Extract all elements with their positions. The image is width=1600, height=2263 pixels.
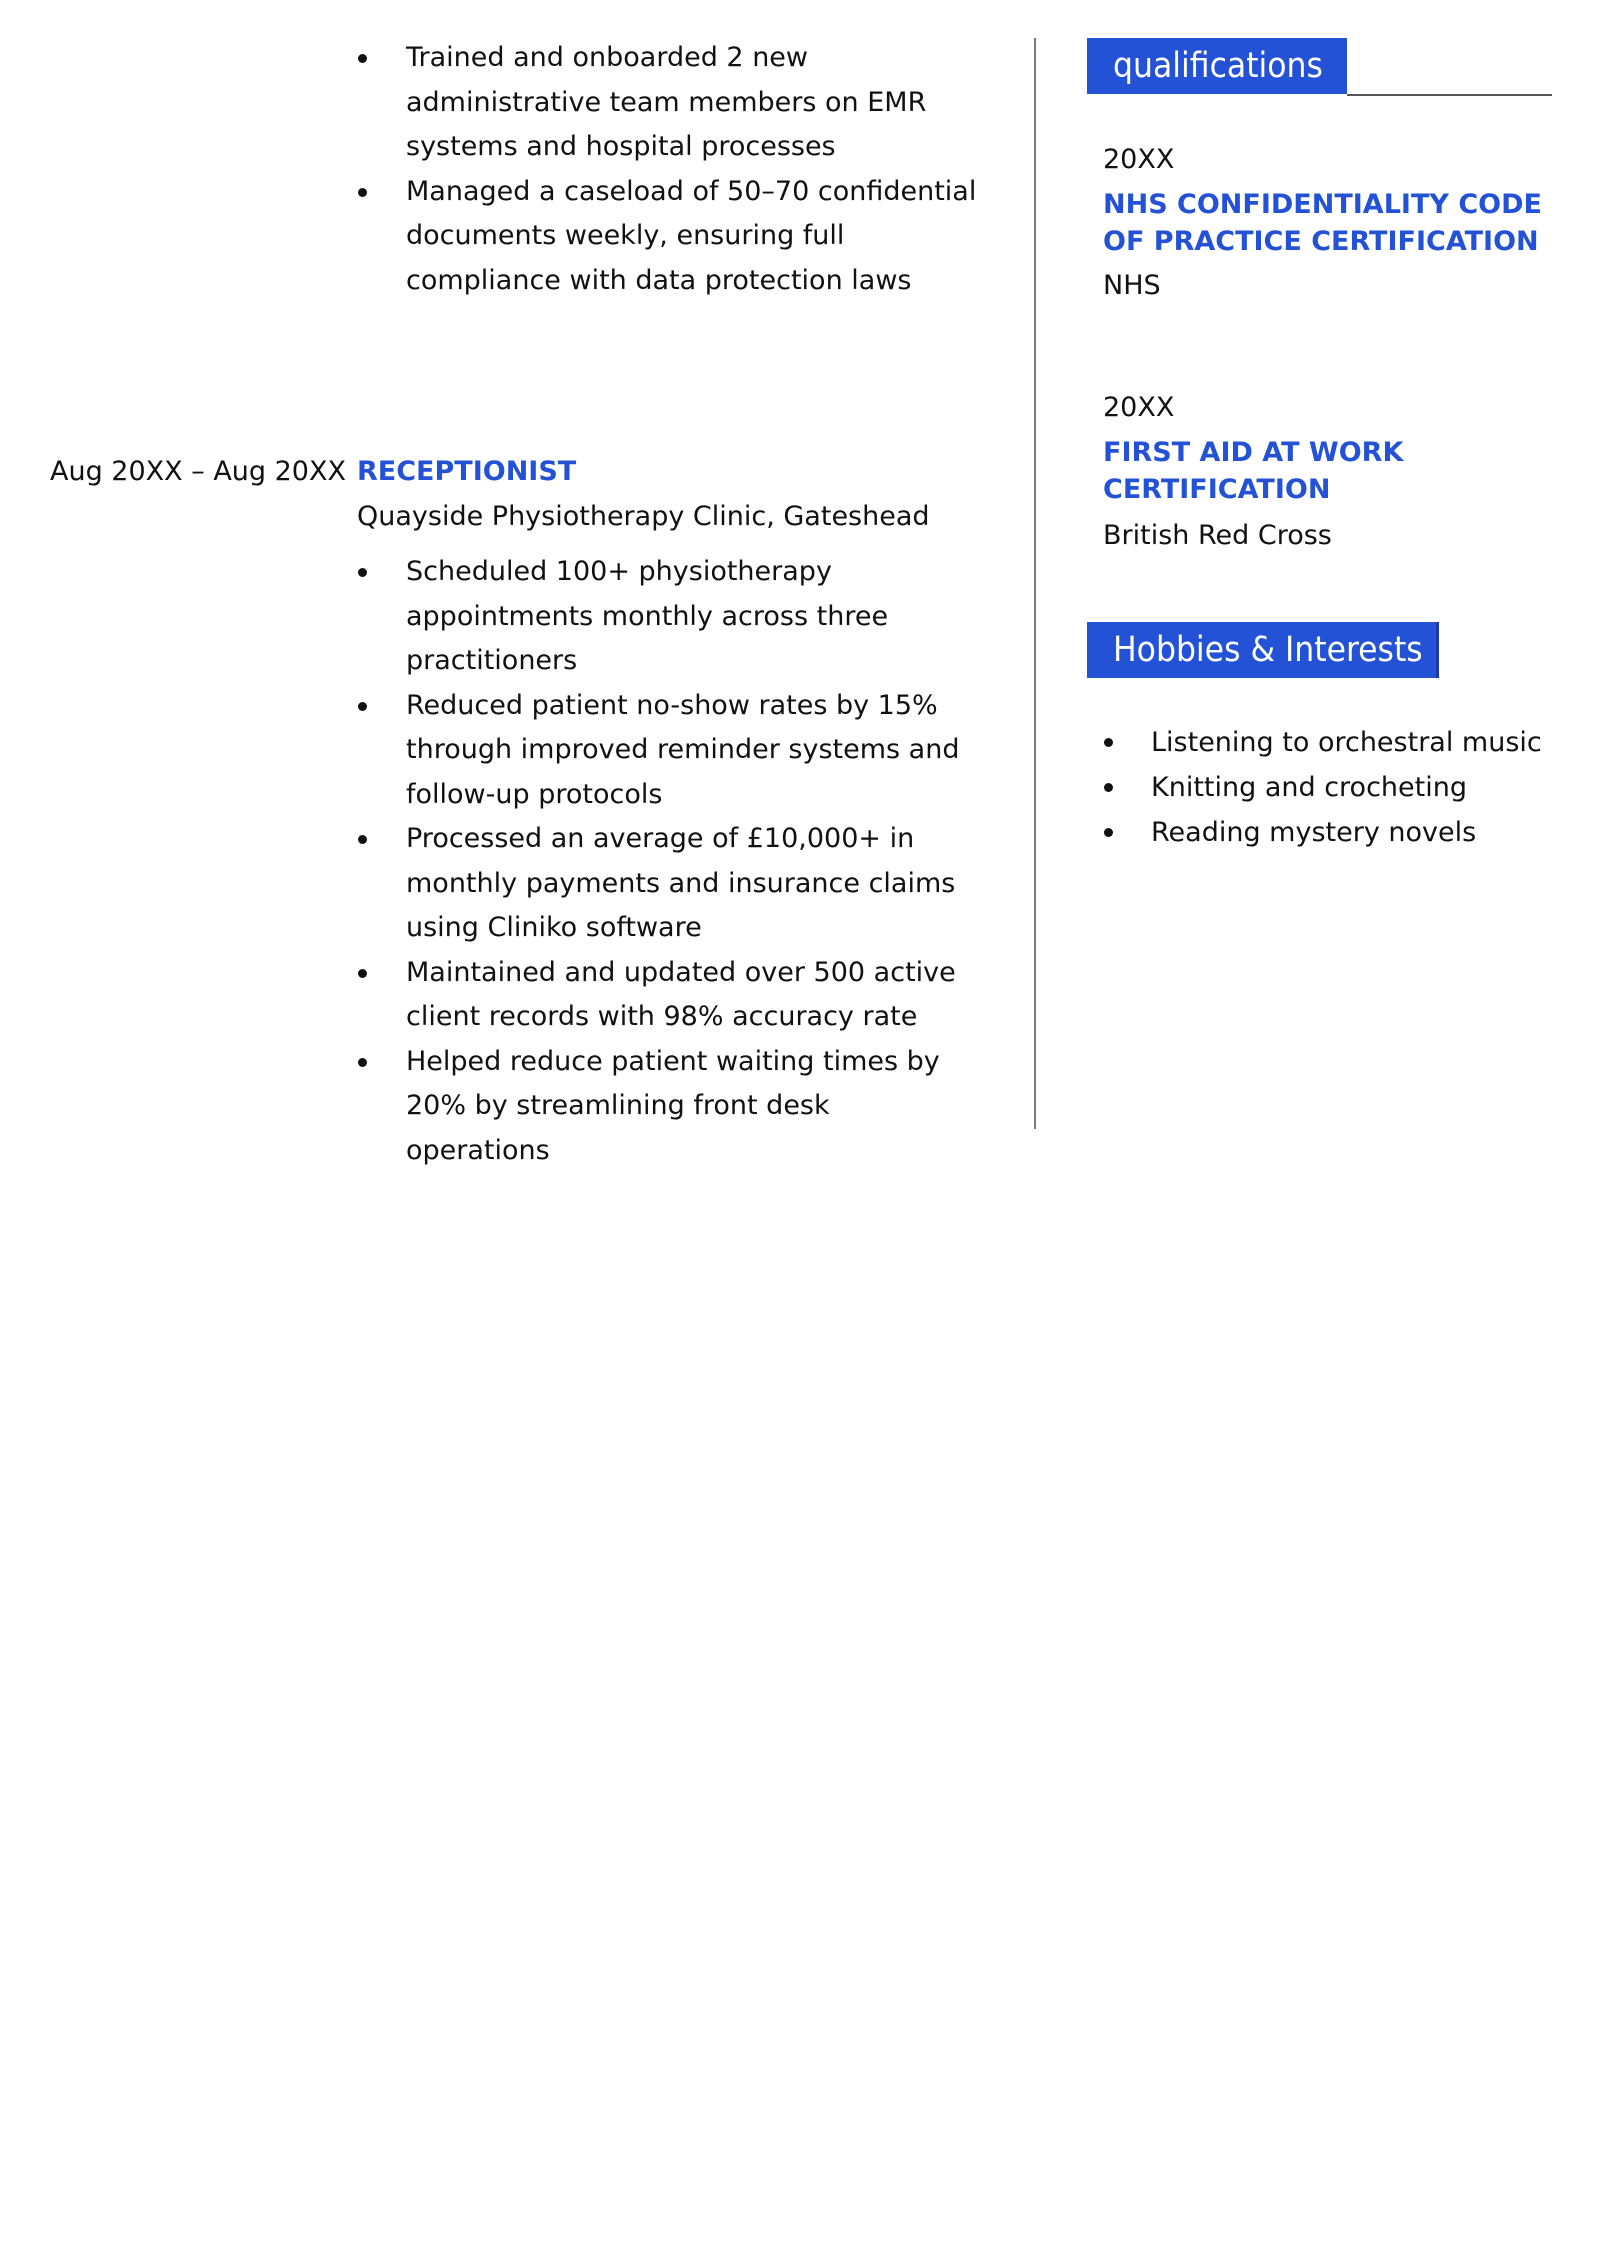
- hobby-item: Knitting and crocheting: [1103, 765, 1583, 810]
- column-divider: [1034, 38, 1036, 1129]
- qualification-org: NHS: [1103, 270, 1161, 301]
- bullet-item: Trained and onboarded 2 new administrative team members on EMR systems and hospital processes: [357, 36, 977, 170]
- bullet-item: Maintained and updated over 500 active client records with 98% accuracy rate: [357, 951, 977, 1040]
- bullet-item: Reduced patient no-show rates by 15% through improved reminder systems and follow-up protocols: [357, 684, 977, 818]
- qualification-title: FIRST AID AT WORK CERTIFICATION: [1103, 437, 1404, 505]
- job-title: RECEPTIONIST: [357, 456, 577, 487]
- qualification-year: 20XX: [1103, 144, 1175, 175]
- hobby-item: Listening to orchestral music: [1103, 720, 1583, 765]
- hobbies-list: [1103, 720, 1583, 855]
- qualifications-rule: [1347, 94, 1552, 96]
- company-name: Quayside Physiotherapy Clinic, Gateshead: [357, 501, 930, 532]
- previous-role-bullets: [357, 36, 977, 303]
- qualification-title: NHS CONFIDENTIALITY CODE OF PRACTICE CERTIFICATION: [1103, 189, 1542, 257]
- bullet-item: Helped reduce patient waiting times by 20% by streamlining front desk operations: [357, 1040, 977, 1174]
- bullet-item: Managed a caseload of 50–70 confidential documents weekly, ensuring full compliance with data protection laws: [357, 170, 977, 304]
- hobby-item: Reading mystery novels: [1103, 810, 1583, 855]
- bullet-item: Scheduled 100+ physiotherapy appointments monthly across three practitioners: [357, 550, 977, 684]
- job-dates: Aug 20XX – Aug 20XX: [50, 456, 346, 487]
- qualifications-heading: qualifications: [1087, 38, 1347, 94]
- qualification-org: British Red Cross: [1103, 520, 1332, 551]
- bullet-item: Processed an average of £10,000+ in monthly payments and insurance claims using Cliniko software: [357, 817, 977, 951]
- qualification-year: 20XX: [1103, 392, 1175, 423]
- hobbies-heading: Hobbies & Interests: [1087, 622, 1439, 678]
- receptionist-bullets: [357, 550, 977, 1173]
